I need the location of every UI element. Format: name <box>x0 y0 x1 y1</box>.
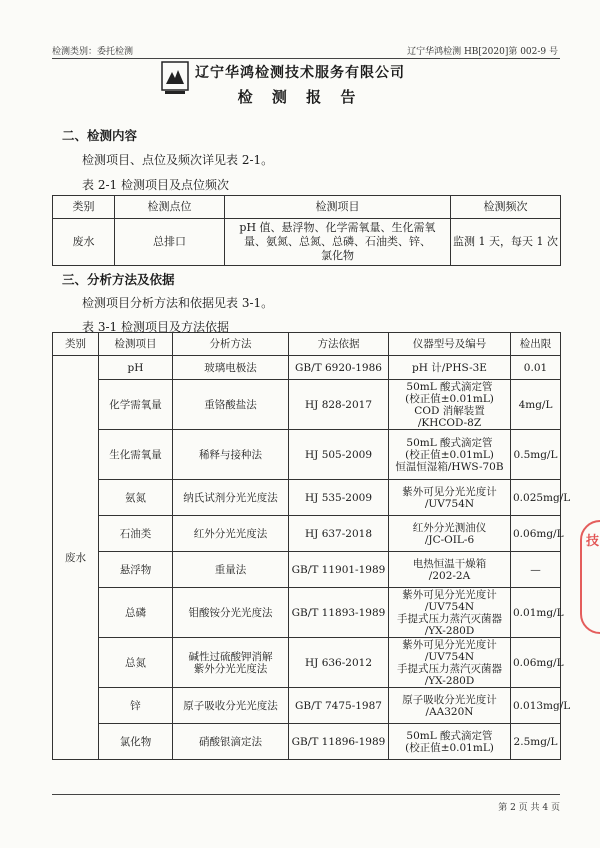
stamp-text: 技 <box>586 534 600 549</box>
standard-cell: HJ 505-2009 <box>289 430 389 480</box>
table-row <box>53 588 561 638</box>
standard-cell: HJ 828-2017 <box>289 380 389 430</box>
method-cell: 原子吸收分光光度法 <box>173 688 289 724</box>
standard-cell: GB/T 11901-1989 <box>289 552 389 588</box>
method-cell: 纳氏试剂分光光度法 <box>173 480 289 516</box>
limit-cell: 0.06mg/L <box>511 638 561 688</box>
table-row <box>53 552 561 588</box>
item-cell: 氨氮 <box>99 480 173 516</box>
instrument-cell: 电热恒温干燥箱 /202-2A <box>389 552 511 588</box>
item-cell: 锌 <box>99 688 173 724</box>
method-cell: 硝酸银滴定法 <box>173 724 289 760</box>
table-row <box>53 430 561 480</box>
report-title: 检 测 报 告 <box>237 88 363 106</box>
table-row <box>53 480 561 516</box>
table-row <box>53 638 561 688</box>
column-header: 检测项目 <box>225 196 451 219</box>
standard-cell: GB/T 11896-1989 <box>289 724 389 760</box>
column-header: 类别 <box>53 196 115 219</box>
standard-cell: GB/T 7475-1987 <box>289 688 389 724</box>
table-header-row <box>53 333 561 356</box>
standard-cell: GB/T 11893-1989 <box>289 588 389 638</box>
column-header: 检测项目 <box>99 333 173 356</box>
limit-cell: 0.5mg/L <box>511 430 561 480</box>
section-2-heading: 二、检测内容 <box>62 128 138 143</box>
category-cell: 废水 <box>53 356 99 760</box>
items-cell: pH 值、悬浮物、化学需氧量、生化需氧量、氨氮、总氮、总磷、石油类、锌、氯化物 <box>225 219 451 266</box>
item-cell: 氯化物 <box>99 724 173 760</box>
report-category: 检测类别：委托检测 <box>52 47 134 57</box>
limit-cell: 0.025mg/L <box>511 480 561 516</box>
limit-cell: 0.01 <box>511 356 561 380</box>
item-cell: 悬浮物 <box>99 552 173 588</box>
table-2-1 <box>52 195 561 266</box>
table-2-1-caption: 表 2-1 检测项目及点位频次 <box>82 178 229 192</box>
section-3-text: 检测项目分析方法和依据见表 3-1。 <box>82 296 274 310</box>
table-row <box>53 724 561 760</box>
table-row <box>53 356 561 380</box>
limit-cell: 2.5mg/L <box>511 724 561 760</box>
standard-cell: HJ 636-2012 <box>289 638 389 688</box>
standard-cell: HJ 637-2018 <box>289 516 389 552</box>
instrument-cell: 50mL 酸式滴定管 (校正值±0.01mL) COD 消解装置 /KHCOD-8Z <box>389 380 511 430</box>
item-cell: 石油类 <box>99 516 173 552</box>
method-cell: 碱性过硫酸钾消解 紫外分光光度法 <box>173 638 289 688</box>
official-seal-stamp <box>580 520 600 634</box>
item-cell: 总氮 <box>99 638 173 688</box>
table-3-1 <box>52 332 571 760</box>
column-header: 检测频次 <box>451 196 561 219</box>
table-row <box>53 380 561 430</box>
footer-rule <box>52 794 560 795</box>
limit-cell: — <box>511 552 561 588</box>
instrument-cell: pH 计/PHS-3E <box>389 356 511 380</box>
column-header: 检测点位 <box>115 196 225 219</box>
instrument-cell: 紫外可见分光光度计 /UV754N 手提式压力蒸汽灭菌器 /YX-280D <box>389 638 511 688</box>
frequency-cell: 监测 1 天，每天 1 次 <box>451 219 561 266</box>
limit-cell: 0.01mg/L <box>511 588 561 638</box>
method-cell: 稀释与接种法 <box>173 430 289 480</box>
instrument-cell: 红外分光测油仪 /JC-OIL-6 <box>389 516 511 552</box>
section-2-text: 检测项目、点位及频次详见表 2-1。 <box>82 153 274 167</box>
instrument-cell: 紫外可见分光光度计 /UV754N <box>389 480 511 516</box>
point-cell: 总排口 <box>115 219 225 266</box>
instrument-cell: 原子吸收分光光度计 /AA320N <box>389 688 511 724</box>
column-header: 检出限 <box>511 333 561 356</box>
item-cell: 总磷 <box>99 588 173 638</box>
column-header: 仪器型号及编号 <box>389 333 511 356</box>
table-row <box>53 219 561 266</box>
page-number: 第 2 页 共 4 页 <box>498 803 560 813</box>
instrument-cell: 紫外可见分光光度计 /UV754N 手提式压力蒸汽灭菌器 /YX-280D <box>389 588 511 638</box>
item-cell: pH <box>99 356 173 380</box>
column-header: 分析方法 <box>173 333 289 356</box>
limit-cell: 0.06mg/L <box>511 516 561 552</box>
document-code: 辽宁华鸿检测 HB[2020]第 002-9 号 <box>407 47 558 57</box>
method-cell: 玻璃电极法 <box>173 356 289 380</box>
section-3-heading: 三、分析方法及依据 <box>62 272 175 287</box>
instrument-cell: 50mL 酸式滴定管 (校正值±0.01mL) 恒温恒湿箱/HWS-70B <box>389 430 511 480</box>
table-header-row <box>53 196 561 219</box>
header-rule <box>52 58 560 59</box>
method-cell: 红外分光光度法 <box>173 516 289 552</box>
table-row <box>53 688 561 724</box>
standard-cell: HJ 535-2009 <box>289 480 389 516</box>
category-cell: 废水 <box>53 219 115 266</box>
item-cell: 生化需氧量 <box>99 430 173 480</box>
limit-cell: 0.013mg/L <box>511 688 561 724</box>
column-header: 方法依据 <box>289 333 389 356</box>
company-name: 辽宁华鸿检测技术服务有限公司 <box>195 65 405 81</box>
item-cell: 化学需氧量 <box>99 380 173 430</box>
standard-cell: GB/T 6920-1986 <box>289 356 389 380</box>
column-header: 类别 <box>53 333 99 356</box>
method-cell: 重量法 <box>173 552 289 588</box>
method-cell: 钼酸铵分光光度法 <box>173 588 289 638</box>
table-3-1-caption: 表 3-1 检测项目及方法依据 <box>82 320 229 334</box>
method-cell: 重铬酸盐法 <box>173 380 289 430</box>
instrument-cell: 50mL 酸式滴定管 (校正值±0.01mL) <box>389 724 511 760</box>
limit-cell: 4mg/L <box>511 380 561 430</box>
table-row <box>53 516 561 552</box>
